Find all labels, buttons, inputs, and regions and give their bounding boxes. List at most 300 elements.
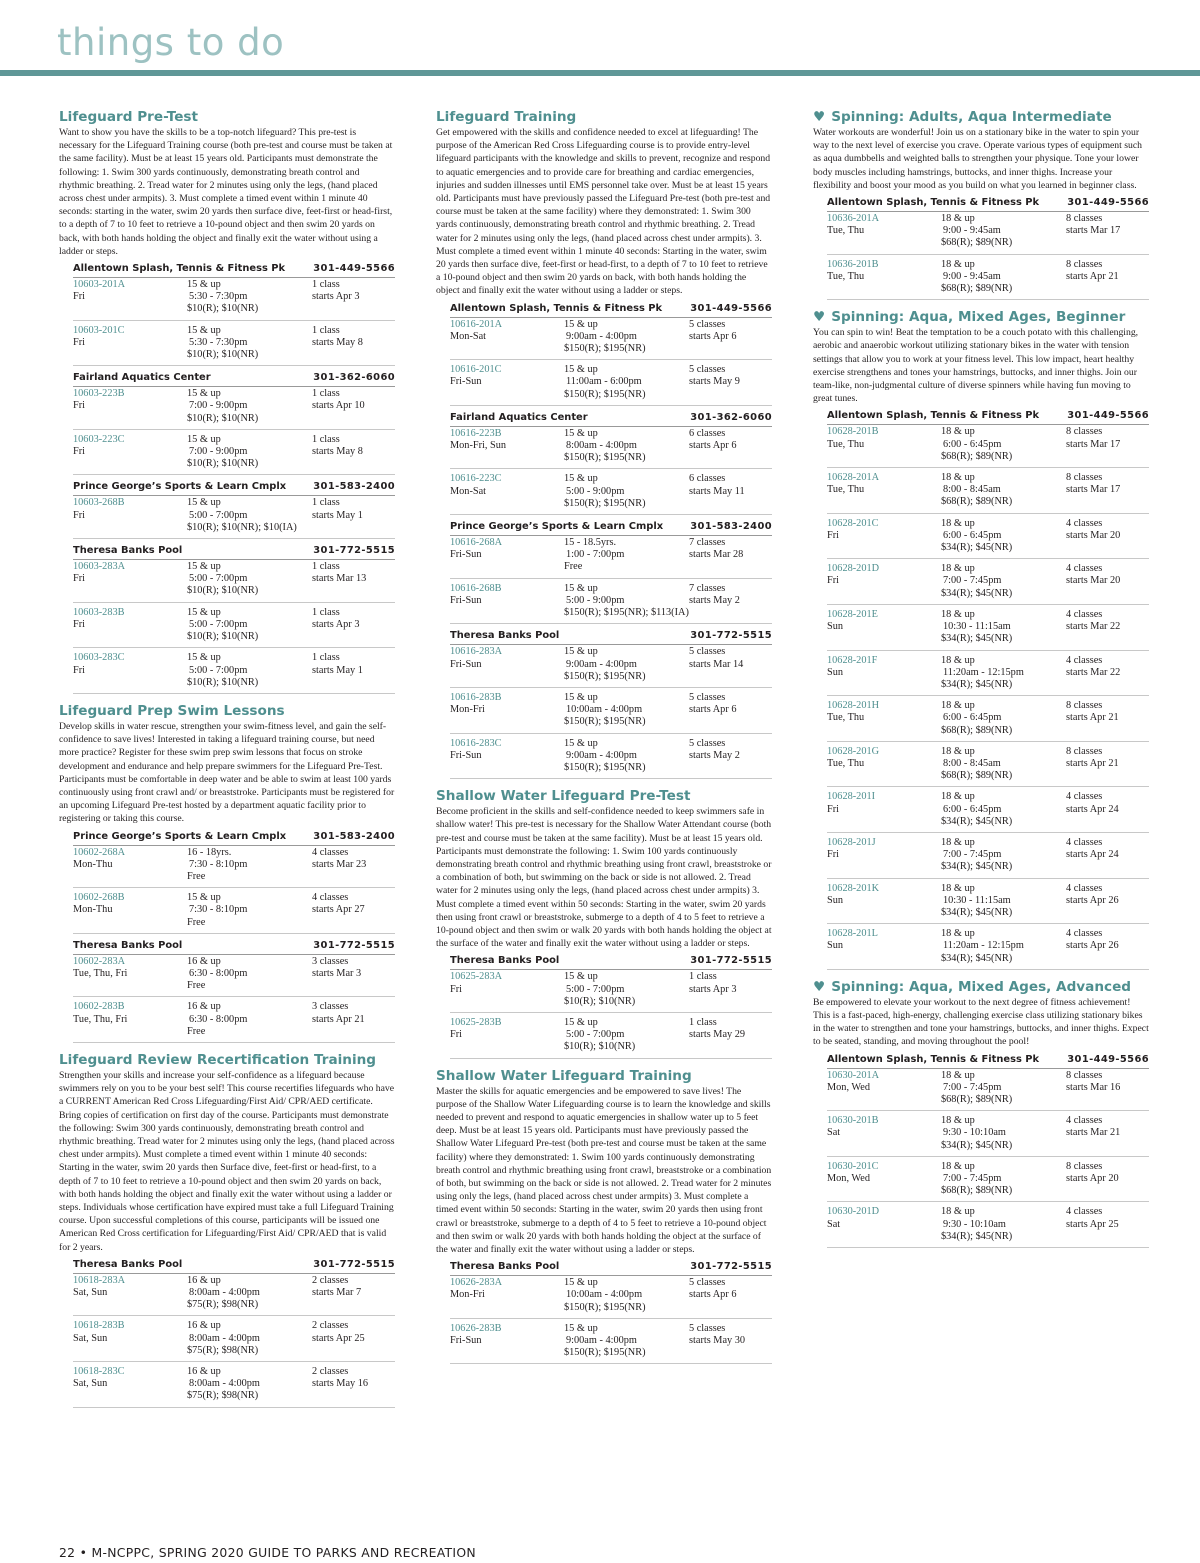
class-days: Tue, Thu, Fri: [73, 967, 128, 979]
class-days: Sun: [827, 666, 844, 678]
class-price: Free: [187, 870, 206, 882]
class-count: 2 classes: [312, 1366, 349, 1378]
course-section: [813, 308, 1149, 970]
class-price: Free: [187, 916, 206, 928]
class-days: Fri: [73, 291, 86, 303]
age-range: 15 & up: [564, 427, 598, 439]
class-row: [827, 471, 1149, 514]
heart-icon: ♥: [813, 978, 826, 995]
class-days: Mon, Wed: [827, 1173, 871, 1184]
age-range: 15 & up: [564, 318, 598, 330]
course-number: 10630-201C: [827, 1160, 879, 1172]
start-date: starts Mar 17: [1066, 484, 1121, 496]
class-count: 7 classes: [689, 537, 726, 549]
location-phone: 301-449-5566: [1067, 197, 1149, 209]
course-description: Develop skills in water rescue, strengthen your swim-fitness level, and gain the self-confidence to save lives! Interested in taking a lifeguard training course, but need more practice? Register for these swim prep swim lessons that focus on stroke development and endurance and help prepare swimmers for the Lifeguard Pre-Test. Participants must be comfortable in deep water and be able to swim at least 100 yards continuously using front crawl and/ or breaststroke. Participants must be registered for an upcoming Lifeguard Pre-test hosted by a department aquatic facility prior to registering or taking this course.: [59, 720, 395, 825]
class-time: 5:00 - 7:00pm: [189, 573, 248, 585]
row-time-cell: [187, 1366, 312, 1403]
course-title: [59, 108, 395, 126]
row-session-cell: [689, 1277, 772, 1314]
class-days: Tue, Thu: [827, 484, 865, 496]
row-time-cell: [187, 956, 312, 993]
start-date: starts Apr 20: [1066, 1173, 1119, 1184]
class-row: [450, 1016, 772, 1059]
age-range: 15 & up: [187, 279, 221, 291]
start-date: starts Apr 3: [312, 618, 360, 630]
location-name: Fairland Aquatics Center: [73, 372, 211, 384]
course-number: 10616-201A: [450, 318, 503, 330]
course-section: [813, 108, 1149, 300]
class-days: Mon-Sat: [450, 485, 487, 497]
row-time-cell: [941, 563, 1066, 600]
age-range: 15 & up: [564, 691, 598, 703]
age-range: 18 & up: [941, 563, 975, 575]
class-time: 8:00 - 8:45am: [943, 757, 1001, 769]
class-time: 7:00 - 7:45pm: [943, 1173, 1002, 1184]
row-session-cell: [689, 428, 772, 465]
row-id-cell: [73, 1001, 187, 1038]
class-row: [73, 1274, 395, 1317]
age-range: 18 & up: [941, 791, 975, 803]
class-days: Fri: [827, 575, 840, 587]
column-3: [813, 108, 1149, 1256]
row-id-cell: [73, 1366, 187, 1403]
class-days: Fri: [827, 849, 840, 861]
course-number: 10602-268B: [73, 892, 125, 904]
row-session-cell: [312, 652, 395, 689]
class-price: $34(R); $45(NR): [941, 861, 1013, 873]
location-header: [73, 369, 395, 387]
class-count: 5 classes: [689, 1277, 726, 1289]
row-time-cell: [941, 746, 1066, 783]
class-row: [827, 927, 1149, 970]
start-date: starts Mar 22: [1066, 621, 1121, 633]
location-phone: 301-772-5515: [313, 545, 395, 557]
course-number: 10616-223C: [450, 473, 502, 485]
location-block: [450, 1258, 772, 1364]
course-number: 10603-268B: [73, 497, 125, 509]
start-date: starts Apr 6: [689, 440, 737, 452]
class-days: Sun: [827, 940, 844, 952]
course-number: 10626-283B: [450, 1322, 502, 1334]
age-range: 18 & up: [941, 608, 975, 620]
age-range: 15 & up: [187, 433, 221, 445]
row-session-cell: [689, 319, 772, 356]
row-id-cell: [73, 388, 187, 425]
row-id-cell: [827, 1070, 941, 1107]
class-price: $150(R); $195(NR): [564, 452, 646, 464]
row-id-cell: [827, 426, 941, 463]
age-range: 18 & up: [941, 472, 975, 484]
age-range: 18 & up: [941, 1206, 975, 1218]
start-date: starts Apr 26: [1066, 940, 1119, 952]
location-name: Allentown Splash, Tennis & Fitness Pk: [827, 410, 1040, 422]
class-price: Free: [187, 980, 206, 992]
row-session-cell: [312, 847, 395, 884]
row-id-cell: [827, 609, 941, 646]
class-price: $34(R); $45(NR): [941, 815, 1013, 827]
class-row: [73, 496, 395, 539]
start-date: starts Mar 17: [1066, 225, 1121, 237]
row-id-cell: [450, 1323, 564, 1360]
class-price: $150(R); $195(NR): [564, 1347, 646, 1359]
age-range: 18 & up: [941, 1160, 975, 1172]
row-id-cell: [827, 837, 941, 874]
class-count: 4 classes: [1066, 517, 1103, 529]
class-time: 7:00 - 7:45pm: [943, 1081, 1002, 1093]
row-time-cell: [941, 1161, 1066, 1198]
course-title: [813, 978, 1149, 996]
location-phone: 301-449-5566: [1067, 1053, 1149, 1065]
class-price: $68(R); $89(NR): [941, 724, 1013, 736]
class-count: 8 classes: [1066, 1069, 1103, 1081]
class-count: 8 classes: [1066, 700, 1103, 712]
class-price: $75(R); $98(NR): [187, 1344, 259, 1356]
location-name: Allentown Splash, Tennis & Fitness Pk: [827, 1053, 1040, 1065]
class-days: Fri-Sun: [450, 658, 482, 670]
class-price: $34(R); $45(NR): [941, 633, 1013, 645]
course-title: [59, 1051, 395, 1069]
row-session-cell: [312, 1275, 395, 1312]
row-id-cell: [73, 1275, 187, 1312]
row-session-cell: [1066, 928, 1149, 965]
course-number: 10628-201B: [827, 426, 879, 438]
class-row: [73, 278, 395, 321]
row-time-cell: [564, 583, 689, 620]
course-title: [813, 108, 1149, 126]
row-id-cell: [450, 473, 564, 510]
row-time-cell: [187, 1275, 312, 1312]
class-row: [827, 882, 1149, 925]
start-date: starts Mar 3: [312, 967, 362, 979]
row-time-cell: [564, 473, 689, 510]
class-price: $10(R); $10(NR): [187, 631, 259, 643]
class-days: Tue, Thu: [827, 712, 865, 724]
course-number: 10603-223B: [73, 388, 125, 400]
row-session-cell: [312, 956, 395, 993]
course-title: [59, 702, 395, 720]
location-header: [73, 937, 395, 955]
course-number: 10616-283A: [450, 646, 503, 658]
location-phone: 301-583-2400: [313, 481, 395, 493]
course-title: [813, 308, 1149, 326]
location-phone: 301-362-6060: [690, 411, 772, 423]
row-time-cell: [941, 518, 1066, 555]
class-price: $10(R); $10(NR): [187, 412, 259, 424]
class-row: [450, 1276, 772, 1319]
class-days: Tue, Thu: [827, 270, 865, 282]
class-price: $10(R); $10(NR): [564, 995, 636, 1007]
class-row: [827, 1160, 1149, 1203]
course-number: 10628-201L: [827, 928, 878, 940]
class-price: $150(R); $195(NR): [564, 670, 646, 682]
class-count: 1 class: [312, 324, 340, 336]
course-number: 10603-201A: [73, 279, 126, 291]
start-date: starts Apr 3: [312, 291, 360, 303]
age-range: 18 & up: [941, 882, 975, 894]
class-price: $34(R); $45(NR): [941, 906, 1013, 918]
row-id-cell: [450, 537, 564, 574]
class-price: $10(R); $10(NR); $10(IA): [187, 521, 297, 533]
course-number: 10602-283A: [73, 955, 126, 967]
row-id-cell: [450, 1017, 564, 1054]
course-description: Want to show you have the skills to be a top-notch lifeguard? This pre-test is necessary for the Lifeguard Training course (both pre-test and course must be taken at the same facility). Must be at least 15 years old. Participants must demonstrate the following: 1. Swim 300 yards continuously, demonstrating breath control and rhythmic breathing. 2. Tread water for 2 minutes using only the legs, (hand placed across chest under armpits). 3. Must complete a timed event within 1 minute 40 seconds: starting in the water, swim 20 yards then surface dive, feet-first or head-first, to a depth of 7 to 10 feet to retrieve a 10-pound object and then swim 20 yards on back, with both hands holding the object and finally exit the water without using a ladder or steps.: [59, 127, 393, 257]
age-range: 18 & up: [941, 654, 975, 666]
course-number: 10603-283A: [73, 561, 126, 573]
row-time-cell: [564, 738, 689, 775]
class-days: Fri-Sun: [450, 1335, 482, 1347]
location-block: [450, 409, 772, 515]
row-session-cell: [312, 892, 395, 929]
class-time: 5:00 - 7:00pm: [566, 1029, 625, 1041]
row-session-cell: [312, 1001, 395, 1038]
location-block: [73, 542, 395, 694]
class-time: 5:30 - 7:30pm: [189, 291, 248, 303]
location-block: [827, 194, 1149, 300]
course-title-text: Spinning: Aqua, Mixed Ages, Advanced: [831, 978, 1132, 995]
class-count: 8 classes: [1066, 472, 1103, 484]
class-count: 1 class: [312, 606, 340, 618]
class-count: 6 classes: [689, 473, 726, 485]
age-range: 15 & up: [187, 497, 221, 509]
start-date: starts Apr 21: [1066, 270, 1119, 282]
location-block: [450, 952, 772, 1058]
class-row: [450, 1322, 772, 1365]
class-count: 4 classes: [1066, 654, 1103, 666]
class-days: Fri: [450, 1029, 463, 1041]
start-date: starts Mar 7: [312, 1287, 362, 1299]
class-count: 4 classes: [312, 846, 349, 858]
row-session-cell: [1066, 700, 1149, 737]
course-number: 10603-223C: [73, 433, 125, 445]
age-range: 15 & up: [564, 364, 598, 376]
class-row: [827, 745, 1149, 788]
age-range: 18 & up: [941, 426, 975, 438]
class-days: Fri: [450, 983, 463, 995]
class-price: $10(R); $10(NR): [564, 1041, 636, 1053]
row-time-cell: [187, 652, 312, 689]
class-count: 4 classes: [1066, 608, 1103, 620]
class-days: Fri-Sun: [450, 594, 482, 606]
location-header: [450, 409, 772, 427]
class-count: 2 classes: [312, 1274, 349, 1286]
class-days: Mon-Fri: [450, 1289, 485, 1301]
course-section: [59, 702, 395, 1043]
class-time: 6:00 - 6:45pm: [943, 712, 1002, 724]
location-header: [450, 300, 772, 318]
row-id-cell: [450, 738, 564, 775]
class-count: 1 class: [689, 1016, 717, 1028]
start-date: starts May 8: [312, 336, 363, 348]
class-row: [73, 387, 395, 430]
class-price: $34(R); $45(NR): [941, 587, 1013, 599]
age-range: 16 & up: [187, 1320, 221, 1332]
row-time-cell: [564, 1017, 689, 1054]
row-session-cell: [312, 434, 395, 471]
course-number: 10628-201J: [827, 836, 876, 848]
class-row: [450, 691, 772, 734]
age-range: 18 & up: [941, 517, 975, 529]
course-title-text: Spinning: Adults, Aqua Intermediate: [831, 109, 1112, 125]
class-count: 1 class: [312, 497, 340, 509]
class-time: 9:00am - 4:00pm: [566, 749, 637, 761]
course-number: 10628-201I: [827, 791, 876, 803]
row-id-cell: [73, 434, 187, 471]
class-time: 8:00 - 8:45am: [943, 484, 1001, 496]
class-row: [73, 324, 395, 367]
class-count: 8 classes: [1066, 1160, 1103, 1172]
class-time: 7:00 - 9:00pm: [189, 446, 248, 458]
start-date: starts Mar 22: [1066, 666, 1121, 678]
class-time: 10:00am - 4:00pm: [566, 1289, 643, 1301]
start-date: starts May 2: [689, 749, 740, 761]
row-id-cell: [73, 279, 187, 316]
course-number: 10636-201A: [827, 213, 880, 225]
course-number: 10628-201E: [827, 608, 878, 620]
class-time: 10:30 - 11:15am: [943, 894, 1011, 906]
class-count: 8 classes: [1066, 745, 1103, 757]
row-session-cell: [689, 1323, 772, 1360]
location-phone: 301-449-5566: [313, 263, 395, 275]
location-name: Theresa Banks Pool: [73, 1258, 183, 1270]
age-range: 18 & up: [941, 1115, 975, 1127]
age-range: 15 & up: [564, 1016, 598, 1028]
age-range: 18 & up: [941, 213, 975, 225]
class-price: $68(R); $89(NR): [941, 450, 1013, 462]
row-time-cell: [187, 847, 312, 884]
row-session-cell: [689, 1017, 772, 1054]
class-time: 9:30 - 10:10am: [943, 1218, 1006, 1230]
course-number: 10628-201K: [827, 882, 880, 894]
course-title-text: Lifeguard Review Recertification Training: [59, 1051, 377, 1068]
course-description: Get empowered with the skills and confidence needed to excel at lifeguarding! The purpose of the American Red Cross Lifeguarding course is to provide entry-level lifeguard participants with the knowledge and skills to prevent, recognize and respond to aquatic emergencies and to provide care for breathing and cardiac emergencies, injuries and sudden illnesses until EMS personnel take over. Must be at least 15 years old. Participants must have previously passed the Lifeguard Pre-test (both pre-test and course must be taken at the same facility) where they demonstrated: 1. Swim 300 yards continuously, demonstrating breath control and rhythmic breathing. 2. Tread water for 2 minutes using only the legs, (hand placed across chest under armpits). 3. Must complete a timed event within 1 minute 40 seconds: Starting in the water, swim 20 yards then surface dive, feet-first or head-first, to a depth of 7 to 10 feet to retrieve a 10-pound object and then swim 20 yards on back, with both hands holding the object and finally exit the water without using a ladder or steps.: [436, 127, 771, 297]
class-time: 11:20am - 12:15pm: [943, 940, 1024, 952]
location-header: [73, 828, 395, 846]
course-title-text: Spinning: Aqua, Mixed Ages, Beginner: [831, 309, 1126, 326]
row-session-cell: [1066, 1206, 1149, 1243]
age-range: 15 & up: [187, 561, 221, 573]
class-price: $68(R); $89(NR): [941, 237, 1013, 249]
class-time: 9:00 - 9:45am: [943, 225, 1001, 237]
location-name: Theresa Banks Pool: [450, 955, 560, 967]
row-time-cell: [187, 607, 312, 644]
location-header: [450, 1258, 772, 1276]
row-session-cell: [1066, 426, 1149, 463]
course-number: 10618-283A: [73, 1274, 126, 1286]
location-name: Prince George’s Sports & Learn Cmplx: [450, 521, 664, 533]
row-time-cell: [187, 892, 312, 929]
age-range: 15 & up: [564, 582, 598, 594]
location-phone: 301-362-6060: [313, 372, 395, 384]
row-time-cell: [941, 837, 1066, 874]
class-count: 4 classes: [1066, 882, 1103, 894]
class-days: Sat, Sun: [73, 1378, 108, 1390]
course-number: 10628-201A: [827, 472, 880, 484]
start-date: starts Mar 16: [1066, 1081, 1121, 1093]
row-session-cell: [1066, 883, 1149, 920]
course-number: 10616-283C: [450, 737, 502, 749]
row-session-cell: [1066, 655, 1149, 692]
class-time: 10:00am - 4:00pm: [566, 704, 643, 716]
class-count: 5 classes: [689, 1322, 726, 1334]
row-id-cell: [73, 607, 187, 644]
row-id-cell: [827, 700, 941, 737]
location-phone: 301-449-5566: [690, 302, 772, 314]
class-count: 1 class: [312, 652, 340, 664]
row-time-cell: [564, 1277, 689, 1314]
row-time-cell: [941, 426, 1066, 463]
course-title: [436, 787, 772, 805]
class-row: [827, 517, 1149, 560]
location-phone: 301-772-5515: [690, 630, 772, 642]
row-time-cell: [941, 609, 1066, 646]
class-row: [827, 836, 1149, 879]
course-number: 10603-283B: [73, 606, 125, 618]
class-row: [73, 651, 395, 694]
row-session-cell: [312, 497, 395, 534]
class-days: Sat: [827, 1218, 841, 1230]
start-date: starts Apr 6: [689, 330, 737, 342]
age-range: 15 & up: [564, 646, 598, 658]
class-time: 5:00 - 7:00pm: [189, 664, 248, 676]
row-session-cell: [689, 537, 772, 574]
class-price: $68(R); $89(NR): [941, 283, 1013, 295]
row-id-cell: [73, 652, 187, 689]
location-block: [827, 407, 1149, 969]
class-row: [827, 1205, 1149, 1248]
start-date: starts Apr 3: [689, 983, 737, 995]
class-count: 5 classes: [689, 691, 726, 703]
row-session-cell: [1066, 837, 1149, 874]
course-number: 10626-283A: [450, 1277, 503, 1289]
location-block: [827, 1051, 1149, 1248]
location-name: Theresa Banks Pool: [450, 630, 560, 642]
course-number: 10602-268A: [73, 846, 126, 858]
class-days: Tue, Thu: [827, 438, 865, 450]
class-days: Fri-Sun: [450, 376, 482, 388]
row-time-cell: [564, 537, 689, 574]
class-time: 7:00 - 7:45pm: [943, 849, 1002, 861]
start-date: starts May 2: [689, 594, 740, 606]
class-price: $150(R); $195(NR): [564, 497, 646, 509]
start-date: starts Mar 17: [1066, 438, 1121, 450]
class-time: 5:00 - 9:00pm: [566, 594, 625, 606]
class-count: 5 classes: [689, 364, 726, 376]
class-count: 1 class: [689, 971, 717, 983]
class-row: [450, 582, 772, 625]
course-number: 10625-283B: [450, 1016, 502, 1028]
row-session-cell: [1066, 791, 1149, 828]
row-id-cell: [827, 1115, 941, 1152]
class-days: Fri-Sun: [450, 549, 482, 561]
start-date: starts Apr 25: [1066, 1218, 1119, 1230]
class-time: 9:00am - 4:00pm: [566, 1335, 637, 1347]
class-days: Fri-Sun: [450, 749, 482, 761]
row-session-cell: [689, 971, 772, 1008]
row-id-cell: [827, 518, 941, 555]
class-time: 6:30 - 8:00pm: [189, 967, 248, 979]
class-time: 8:00am - 4:00pm: [566, 440, 637, 452]
start-date: starts Apr 10: [312, 400, 365, 412]
row-session-cell: [689, 646, 772, 683]
row-id-cell: [73, 956, 187, 993]
row-id-cell: [827, 1206, 941, 1243]
age-range: 18 & up: [941, 928, 975, 940]
class-price: $150(R); $195(NR): [564, 761, 646, 773]
row-id-cell: [827, 655, 941, 692]
location-block: [73, 1256, 395, 1408]
course-number: 10628-201F: [827, 654, 878, 666]
